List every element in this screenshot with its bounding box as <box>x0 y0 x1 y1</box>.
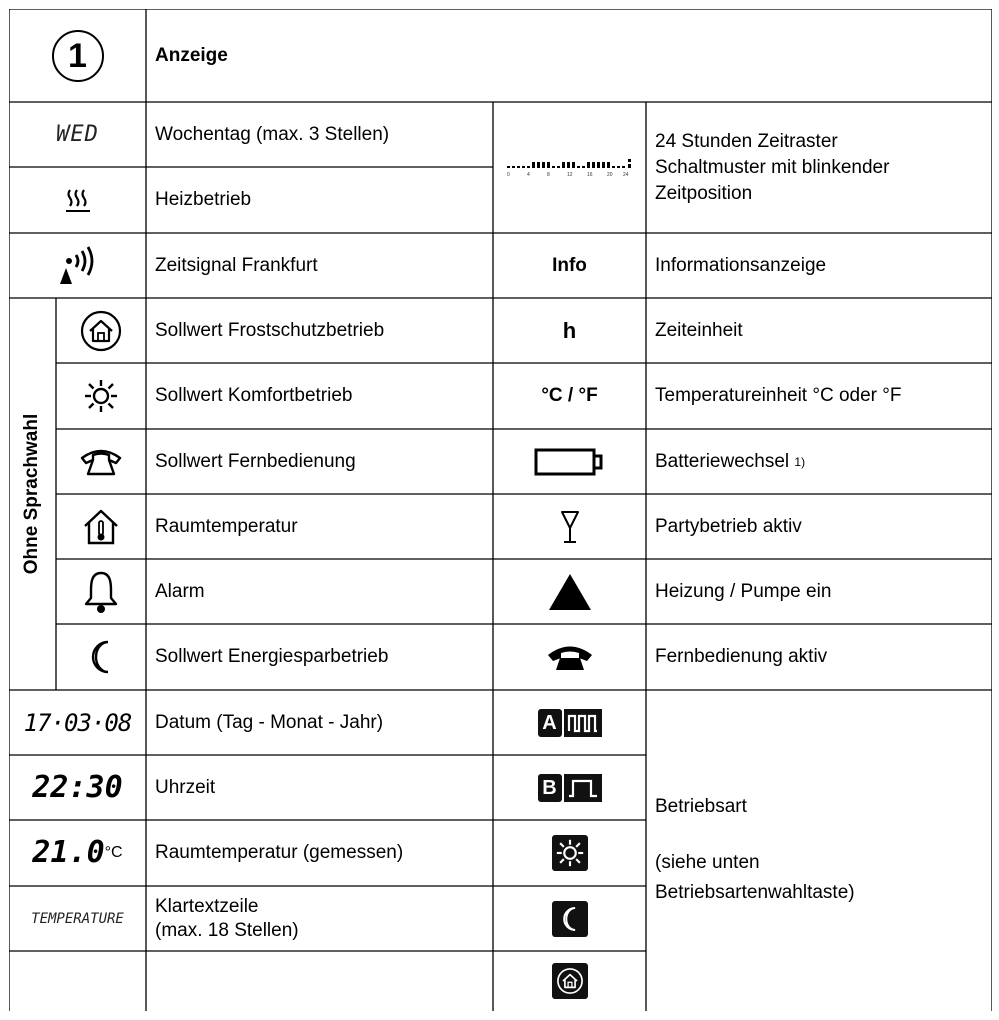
radio-signal-icon <box>9 233 146 298</box>
battery-label-text: Batteriewechsel <box>655 450 790 472</box>
battery-icon <box>493 429 646 494</box>
weekday-segment-text: WED <box>56 121 99 147</box>
bell-icon <box>56 559 146 624</box>
battery-footnote: 1) <box>794 454 806 469</box>
textline-segment-text: TEMPERATURE <box>31 910 124 927</box>
tick-label: 12 <box>566 171 573 178</box>
header-number: 1 <box>68 36 87 75</box>
heating-on-label: Heizung / Pumpe ein <box>655 580 832 602</box>
row-weekday-label: Wochentag (max. 3 Stellen) <box>155 123 390 145</box>
row-timesignal-label: Zeitsignal Frankfurt <box>155 254 318 276</box>
sun-icon <box>56 363 146 429</box>
weekday-segment-icon <box>9 102 146 167</box>
header-number-cell <box>9 9 146 102</box>
row-time-label: Uhrzeit <box>155 776 216 798</box>
heating-waves-icon <box>9 167 146 233</box>
row-date-label: Datum (Tag - Monat - Jahr) <box>155 711 384 733</box>
mode-comfort-sun-icon <box>493 820 646 886</box>
house-thermometer-icon <box>56 494 146 559</box>
operating-mode-cell <box>646 690 992 1011</box>
temp-segment-value: 21.0 <box>32 835 105 870</box>
row-frost-label: Sollwert Frostschutzbetrieb <box>155 319 385 341</box>
display-legend-table <box>9 9 992 1011</box>
mode-b-letter: B <box>538 774 562 802</box>
party-glass-icon <box>493 494 646 559</box>
header-title: Anzeige <box>155 44 228 66</box>
temperature-segment-icon <box>9 820 146 886</box>
row-comfort-label: Sollwert Komfortbetrieb <box>155 385 353 406</box>
mode-a-icon <box>493 690 646 755</box>
hour-unit-symbol: h <box>562 317 577 343</box>
row-eco-label: Sollwert Energiesparbetrieb <box>155 646 389 667</box>
pulse-pattern-a-icon <box>564 709 602 737</box>
tick-label: 24 <box>622 171 629 178</box>
party-label: Partybetrieb aktiv <box>655 515 802 537</box>
info-symbol: Info <box>552 254 587 276</box>
tick-label: 0 <box>506 171 510 178</box>
pulse-pattern-b-icon <box>564 774 602 802</box>
heating-on-triangle-icon <box>493 559 646 624</box>
row-measured-temp-label: Raumtemperatur (gemessen) <box>155 842 404 863</box>
header-number-circle <box>52 30 104 82</box>
time-segment-icon: 22:30 <box>32 769 123 805</box>
operating-mode-title: Betriebsart <box>655 795 747 817</box>
timeline-24h-icon <box>493 102 646 233</box>
tick-label: 4 <box>526 171 530 178</box>
mode-eco-moon-icon <box>493 886 646 951</box>
battery-label <box>646 429 992 494</box>
mode-b-icon <box>493 755 646 820</box>
row-roomtemp-label: Raumtemperatur <box>155 515 298 537</box>
date-segment-icon: 17·03·08 <box>23 708 132 737</box>
side-label-cell <box>9 298 56 690</box>
remote-active-phone-icon <box>493 624 646 690</box>
timeline-label: 24 Stunden Zeitraster Schaltmuster mit blinkender Zeitposition <box>655 130 890 204</box>
remote-active-label: Fernbedienung aktiv <box>655 646 828 667</box>
telephone-outline-icon <box>56 429 146 494</box>
tick-label: 16 <box>586 171 593 178</box>
operating-mode-note: (siehe unten Betriebsartenwahltaste) <box>655 851 855 903</box>
mode-frost-house-icon <box>493 951 646 1011</box>
hour-unit-label: Zeiteinheit <box>655 319 743 341</box>
mode-a-letter: A <box>538 709 562 737</box>
frost-protection-house-icon <box>56 298 146 363</box>
text-line-segment-icon <box>9 886 146 951</box>
row-remote-label: Sollwert Fernbedienung <box>155 450 356 472</box>
temp-unit-symbol: °C / °F <box>541 385 598 406</box>
row-textline-label: Klartextzeile (max. 18 Stellen) <box>155 895 299 941</box>
side-label: Ohne Sprachwahl <box>21 413 43 575</box>
row-alarm-label: Alarm <box>155 580 205 602</box>
tick-label: 20 <box>606 171 613 178</box>
temp-unit-label: Temperatureinheit °C oder °F <box>655 385 902 406</box>
temp-segment-unit: °C <box>104 844 123 861</box>
info-label: Informationsanzeige <box>655 254 827 276</box>
tick-label: 8 <box>546 171 550 178</box>
row-heating-label: Heizbetrieb <box>155 189 252 210</box>
moon-icon <box>56 624 146 690</box>
